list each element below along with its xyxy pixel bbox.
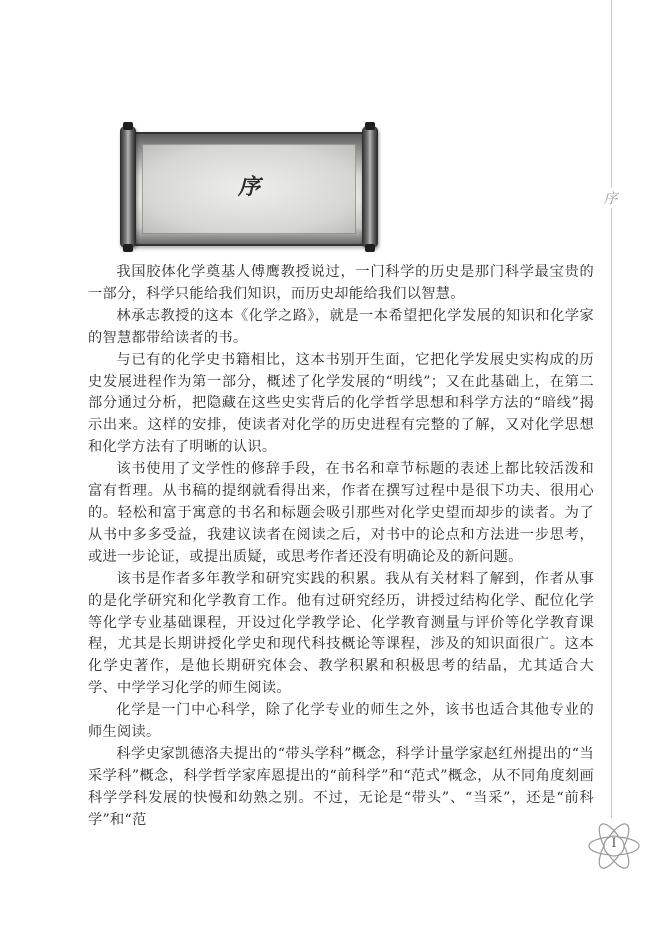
chapter-title: 序 xyxy=(237,174,260,200)
paragraph: 该书使用了文学性的修辞手段，在书名和章节标题的表述上都比较活泼和富有哲理。从书稿的提纲就看得出来，作者在撰写过程中是很下功夫、很用心的。轻松和富于寓意的书名和标题会吸引那些对化学史望而却步的读者。为了从书中多多受益，我建议读者在阅读之后，对书中的论点和方法进一步思考，或进一步论证，或提出质疑，或思考作者还没有明确论及的新问题。 xyxy=(88,461,594,565)
atom-emblem-icon xyxy=(586,818,642,874)
paragraph: 林承志教授的这本《化学之路》，就是一本希望把化学发展的知识和化学家的智慧都带给读者的书。 xyxy=(88,307,594,346)
paragraph: 与已有的化学史书籍相比，这本书别开生面，它把化学发展史实构成的历史发展进程作为第一部分，概述了化学发展的“明线”；又在此基础上，在第二部分通过分析，把隐藏在这些史实背后的化学哲学思想和科学方法的“暗线”揭示出来。这样的安排，使读者对化学的历史进程有完整的了解，又对化学思想和化学方法有了明晰的认识。 xyxy=(88,351,594,456)
page-number: I xyxy=(611,836,617,851)
running-head: 序 xyxy=(600,188,622,208)
margin-rule xyxy=(611,0,612,818)
body-text xyxy=(88,262,594,832)
scroll-banner xyxy=(118,126,380,248)
paragraph: 我国胶体化学奠基人傅鹰教授说过，一门科学的历史是那门科学最宝贵的一部分，科学只能给我们知识，而历史却能给我们以智慧。 xyxy=(88,264,594,302)
paragraph: 该书是作者多年教学和研究实践的积累。我从有关材料了解到，作者从事的是化学研究和化学教育工作。他有过研究经历，讲授过结构化学、配位化学等化学专业基础课程，开设过化学教学论、化学教育测量与评价等化学教育课程，尤其是长期讲授化学史和现代科技概论等课程，涉及的知识面很广。这本化学史著作，是他长期研究体会、教学积累和积极思考的结晶，尤其适合大学、中学学习化学的师生阅读。 xyxy=(88,570,594,697)
paragraph: 科学史家凯德洛夫提出的“带头学科”概念，科学计量学家赵红州提出的“当采学科”概念，科学哲学家库恩提出的“前科学”和“范式”概念，从不同角度刻画科学学科发展的快慢和幼熟之别。不过，无论是“带头”、“当采”，还是“前科学”和“范 xyxy=(88,745,594,828)
paragraph: 化学是一门中心科学，除了化学专业的师生之外，该书也适合其他专业的师生阅读。 xyxy=(88,702,594,741)
